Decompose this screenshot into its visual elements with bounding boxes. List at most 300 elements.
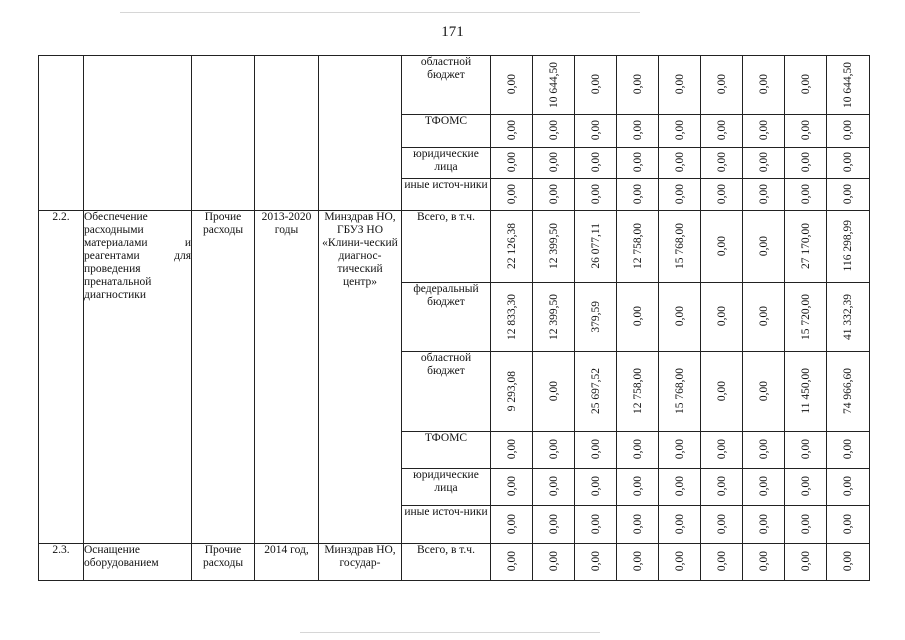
amount-value: 0,00 (673, 152, 686, 173)
amount-wrapper (659, 148, 700, 177)
amount-cell (827, 506, 870, 544)
amount-wrapper (743, 469, 784, 504)
amount-value: 9 293,08 (505, 370, 518, 412)
amount-value: 0,00 (842, 439, 854, 460)
amount-wrapper (617, 283, 658, 350)
amount-wrapper (827, 56, 869, 113)
amount-cell (617, 56, 659, 115)
amount-value: 0,00 (505, 439, 518, 460)
amount-value: 0,00 (757, 439, 770, 460)
funding-source: областной бюджет (402, 56, 491, 115)
amount-cell (533, 56, 575, 115)
amount-cell (617, 115, 659, 148)
amount-cell (617, 179, 659, 211)
amount-wrapper (785, 179, 826, 209)
amount-wrapper (785, 211, 826, 281)
amount-cell (659, 115, 701, 148)
amount-cell (743, 506, 785, 544)
amount-value: 0,00 (757, 74, 770, 95)
measure-name: Обеспечение расходными материалами и реагентами для проведения пренатальной диагностики (84, 211, 192, 544)
amount-wrapper (827, 283, 869, 350)
amount-wrapper (575, 544, 616, 579)
amount-cell (827, 148, 870, 179)
amount-value: 41 332,39 (842, 293, 854, 340)
table-row (39, 211, 870, 283)
amount-cell (617, 432, 659, 469)
amount-wrapper (701, 506, 742, 542)
amount-wrapper (743, 115, 784, 146)
amount-wrapper (743, 544, 784, 579)
amount-value: 26 077,11 (589, 223, 602, 269)
amount-cell (575, 283, 617, 352)
amount-wrapper (575, 148, 616, 177)
amount-wrapper (701, 283, 742, 350)
amount-cell (533, 211, 575, 283)
amount-cell (575, 352, 617, 432)
amount-cell (743, 115, 785, 148)
amount-value: 0,00 (715, 183, 728, 205)
amount-cell (827, 179, 870, 211)
amount-value: 12 399,50 (547, 293, 560, 340)
amount-value: 0,00 (589, 120, 602, 141)
amount-cell (617, 283, 659, 352)
amount-wrapper (743, 506, 784, 542)
amount-wrapper (785, 506, 826, 542)
amount-cell (617, 506, 659, 544)
amount-cell (617, 469, 659, 506)
amount-cell (785, 283, 827, 352)
amount-value: 22 126,38 (505, 223, 518, 269)
amount-value: 0,00 (505, 183, 518, 205)
amount-cell (701, 469, 743, 506)
amount-wrapper (659, 115, 700, 146)
amount-value: 0,00 (757, 476, 770, 497)
amount-wrapper (659, 544, 700, 579)
amount-cell (575, 56, 617, 115)
amount-wrapper (575, 179, 616, 209)
amount-wrapper (659, 56, 700, 113)
amount-value: 0,00 (757, 120, 770, 141)
amount-wrapper (533, 283, 574, 350)
amount-wrapper (659, 352, 700, 430)
amount-cell (785, 56, 827, 115)
amount-wrapper (533, 544, 574, 579)
amount-cell (491, 544, 533, 581)
amount-value: 0,00 (547, 551, 560, 572)
amount-cell (743, 56, 785, 115)
amount-wrapper (617, 211, 658, 281)
amount-wrapper (575, 432, 616, 467)
amount-wrapper (659, 211, 700, 281)
amount-value: 0,00 (589, 476, 602, 497)
amount-value: 0,00 (673, 551, 686, 572)
amount-wrapper (617, 115, 658, 146)
funding-source: федеральный бюджет (402, 283, 491, 352)
amount-cell (491, 148, 533, 179)
amount-value: 0,00 (757, 152, 770, 173)
amount-value: 0,00 (505, 513, 518, 535)
responsible-executor (319, 56, 402, 211)
amount-wrapper (743, 179, 784, 209)
amount-wrapper (785, 432, 826, 467)
amount-value: 0,00 (842, 513, 854, 535)
amount-cell (659, 506, 701, 544)
amount-wrapper (491, 115, 532, 146)
amount-cell (701, 432, 743, 469)
amount-wrapper (827, 179, 869, 209)
amount-cell (659, 56, 701, 115)
item-number: 2.2. (39, 211, 84, 544)
amount-value: 12 833,30 (505, 293, 518, 340)
amount-cell (575, 179, 617, 211)
amount-wrapper (617, 56, 658, 113)
expense-type (192, 56, 255, 211)
amount-wrapper (491, 211, 532, 281)
amount-value: 0,00 (715, 439, 728, 460)
amount-wrapper (827, 211, 869, 281)
amount-wrapper (701, 432, 742, 467)
amount-value: 0,00 (673, 74, 686, 95)
amount-value: 15 720,00 (799, 293, 812, 340)
amount-wrapper (575, 506, 616, 542)
amount-value: 0,00 (673, 183, 686, 205)
scan-artifact-line (120, 12, 640, 13)
amount-value: 0,00 (505, 152, 518, 173)
funding-source: юридические лица (402, 469, 491, 506)
amount-wrapper (827, 148, 869, 177)
expense-type: Прочие расходы (192, 544, 255, 581)
amount-wrapper (533, 148, 574, 177)
item-number: 2.3. (39, 544, 84, 581)
amount-value: 0,00 (589, 551, 602, 572)
amount-cell (701, 148, 743, 179)
amount-wrapper (491, 56, 532, 113)
amount-cell (533, 148, 575, 179)
funding-source: Всего, в т.ч. (402, 544, 491, 581)
amount-cell (743, 544, 785, 581)
amount-value: 0,00 (547, 152, 560, 173)
amount-cell (575, 544, 617, 581)
funding-source: областной бюджет (402, 352, 491, 432)
amount-value: 0,00 (842, 551, 854, 572)
amount-cell (827, 544, 870, 581)
amount-value: 0,00 (631, 306, 644, 327)
amount-wrapper (785, 56, 826, 113)
funding-source: юридические лица (402, 148, 491, 179)
amount-value: 0,00 (589, 183, 602, 205)
amount-wrapper (785, 544, 826, 579)
amount-cell (785, 115, 827, 148)
amount-value: 0,00 (505, 551, 518, 572)
amount-cell (827, 432, 870, 469)
amount-cell (659, 352, 701, 432)
amount-value: 0,00 (799, 152, 812, 173)
amount-cell (533, 469, 575, 506)
amount-value: 0,00 (673, 439, 686, 460)
amount-value: 0,00 (589, 152, 602, 173)
amount-wrapper (617, 179, 658, 209)
amount-cell (701, 115, 743, 148)
amount-wrapper (575, 115, 616, 146)
amount-value: 0,00 (842, 152, 854, 173)
amount-cell (743, 148, 785, 179)
amount-value: 0,00 (715, 74, 728, 95)
amount-value: 0,00 (757, 183, 770, 205)
amount-value: 12 399,50 (547, 223, 560, 269)
amount-cell (827, 352, 870, 432)
amount-wrapper (617, 469, 658, 504)
amount-value: 116 298,99 (842, 220, 854, 272)
amount-cell (827, 56, 870, 115)
amount-value: 0,00 (673, 476, 686, 497)
amount-wrapper (491, 432, 532, 467)
amount-value: 10 644,50 (842, 61, 854, 108)
amount-wrapper (575, 56, 616, 113)
amount-wrapper (701, 56, 742, 113)
amount-cell (827, 211, 870, 283)
amount-cell (533, 506, 575, 544)
amount-cell (827, 469, 870, 506)
amount-cell (743, 469, 785, 506)
amount-cell (785, 506, 827, 544)
amount-wrapper (533, 506, 574, 542)
amount-cell (491, 283, 533, 352)
amount-wrapper (533, 115, 574, 146)
amount-wrapper (491, 544, 532, 579)
amount-value: 0,00 (673, 120, 686, 141)
amount-cell (575, 115, 617, 148)
amount-wrapper (701, 115, 742, 146)
amount-value: 0,00 (757, 551, 770, 572)
amount-wrapper (617, 148, 658, 177)
amount-value: 0,00 (842, 120, 854, 141)
amount-value: 12 758,00 (631, 368, 644, 414)
amount-cell (827, 115, 870, 148)
amount-cell (701, 56, 743, 115)
amount-value: 0,00 (757, 380, 770, 402)
amount-cell (617, 352, 659, 432)
amount-cell (533, 179, 575, 211)
amount-cell (701, 179, 743, 211)
amount-cell (491, 432, 533, 469)
amount-wrapper (827, 352, 869, 430)
amount-value: 25 697,52 (589, 368, 602, 414)
amount-wrapper (491, 283, 532, 350)
amount-value: 0,00 (715, 306, 728, 327)
amount-wrapper (491, 148, 532, 177)
responsible-executor: Минздрав НО, государ- (319, 544, 402, 581)
amount-cell (491, 352, 533, 432)
amount-cell (491, 179, 533, 211)
amount-value: 0,00 (505, 120, 518, 141)
amount-wrapper (533, 352, 574, 430)
amount-value: 0,00 (505, 476, 518, 497)
amount-value: 0,00 (757, 306, 770, 327)
amount-wrapper (575, 211, 616, 281)
amount-value: 74 966,60 (842, 368, 854, 414)
amount-value: 11 450,00 (799, 368, 812, 414)
amount-cell (491, 56, 533, 115)
amount-wrapper (701, 544, 742, 579)
amount-cell (701, 544, 743, 581)
amount-wrapper (617, 432, 658, 467)
amount-cell (743, 352, 785, 432)
amount-wrapper (827, 506, 869, 542)
amount-cell (743, 211, 785, 283)
amount-value: 0,00 (842, 476, 854, 497)
amount-cell (827, 283, 870, 352)
amount-wrapper (701, 211, 742, 281)
amount-cell (743, 179, 785, 211)
amount-wrapper (827, 469, 869, 504)
amount-value: 0,00 (589, 74, 602, 95)
amount-cell (785, 148, 827, 179)
amount-wrapper (575, 283, 616, 350)
amount-cell (701, 211, 743, 283)
amount-cell (743, 432, 785, 469)
amount-value: 0,00 (547, 120, 560, 141)
measure-name (84, 56, 192, 211)
amount-value: 379,59 (589, 300, 602, 333)
amount-cell (701, 283, 743, 352)
implementation-period: 2013-2020 годы (255, 211, 319, 544)
item-number (39, 56, 84, 211)
amount-wrapper (491, 352, 532, 430)
amount-value: 0,00 (631, 551, 644, 572)
amount-wrapper (743, 352, 784, 430)
amount-wrapper (659, 506, 700, 542)
amount-value: 0,00 (547, 476, 560, 497)
funding-source: иные источ-ники (402, 179, 491, 211)
amount-wrapper (617, 352, 658, 430)
amount-wrapper (701, 179, 742, 209)
amount-cell (743, 283, 785, 352)
scan-artifact-line (300, 632, 600, 633)
amount-cell (491, 506, 533, 544)
amount-wrapper (491, 506, 532, 542)
amount-wrapper (701, 148, 742, 177)
amount-value: 27 170,00 (799, 223, 812, 269)
amount-cell (659, 179, 701, 211)
amount-cell (533, 283, 575, 352)
amount-wrapper (659, 469, 700, 504)
amount-wrapper (617, 506, 658, 542)
amount-cell (659, 544, 701, 581)
amount-cell (575, 148, 617, 179)
amount-wrapper (743, 148, 784, 177)
amount-wrapper (575, 352, 616, 430)
expense-type: Прочие расходы (192, 211, 255, 544)
budget-table (38, 55, 870, 581)
amount-wrapper (533, 432, 574, 467)
amount-cell (659, 432, 701, 469)
amount-value: 0,00 (631, 513, 644, 535)
amount-wrapper (743, 432, 784, 467)
amount-cell (785, 469, 827, 506)
amount-wrapper (659, 432, 700, 467)
amount-value: 0,00 (715, 235, 728, 257)
amount-value: 15 768,00 (673, 368, 686, 414)
amount-wrapper (701, 469, 742, 504)
amount-wrapper (743, 211, 784, 281)
amount-wrapper (743, 283, 784, 350)
amount-wrapper (575, 469, 616, 504)
amount-cell (491, 115, 533, 148)
amount-cell (533, 432, 575, 469)
amount-cell (575, 469, 617, 506)
amount-wrapper (701, 352, 742, 430)
amount-value: 0,00 (631, 476, 644, 497)
amount-value: 0,00 (715, 551, 728, 572)
amount-value: 0,00 (715, 120, 728, 141)
amount-value: 0,00 (631, 183, 644, 205)
amount-cell (491, 211, 533, 283)
amount-value: 0,00 (799, 513, 812, 535)
amount-value: 0,00 (589, 439, 602, 460)
amount-value: 0,00 (589, 513, 602, 535)
amount-wrapper (491, 179, 532, 209)
amount-wrapper (533, 56, 574, 113)
amount-cell (659, 469, 701, 506)
amount-cell (575, 211, 617, 283)
amount-value: 0,00 (757, 513, 770, 535)
amount-cell (659, 148, 701, 179)
amount-wrapper (827, 544, 869, 579)
amount-value: 15 768,00 (673, 223, 686, 269)
amount-cell (785, 179, 827, 211)
amount-wrapper (533, 211, 574, 281)
amount-cell (617, 148, 659, 179)
amount-value: 0,00 (547, 183, 560, 205)
funding-source: Всего, в т.ч. (402, 211, 491, 283)
amount-cell (785, 544, 827, 581)
implementation-period (255, 56, 319, 211)
amount-value: 0,00 (799, 476, 812, 497)
amount-value: 0,00 (715, 513, 728, 535)
amount-value: 0,00 (631, 152, 644, 173)
amount-cell (785, 432, 827, 469)
amount-wrapper (659, 283, 700, 350)
responsible-executor: Минздрав НО, ГБУЗ НО «Клини-ческий диагнос-тический центр» (319, 211, 402, 544)
amount-cell (533, 352, 575, 432)
amount-cell (491, 469, 533, 506)
amount-cell (575, 432, 617, 469)
amount-value: 0,00 (715, 476, 728, 497)
amount-wrapper (491, 469, 532, 504)
amount-value: 0,00 (799, 183, 812, 205)
amount-value: 0,00 (673, 513, 686, 535)
amount-value: 0,00 (799, 439, 812, 460)
amount-wrapper (533, 179, 574, 209)
amount-value: 0,00 (799, 74, 812, 95)
amount-value: 0,00 (547, 513, 560, 535)
amount-wrapper (785, 469, 826, 504)
amount-value: 0,00 (715, 152, 728, 173)
amount-cell (617, 211, 659, 283)
amount-cell (533, 544, 575, 581)
table-row (39, 544, 870, 581)
amount-value: 0,00 (673, 306, 686, 327)
amount-value: 10 644,50 (547, 61, 560, 108)
amount-wrapper (827, 115, 869, 146)
amount-wrapper (827, 432, 869, 467)
amount-wrapper (743, 56, 784, 113)
amount-wrapper (533, 469, 574, 504)
amount-cell (617, 544, 659, 581)
amount-cell (575, 506, 617, 544)
amount-value: 0,00 (631, 439, 644, 460)
amount-cell (701, 352, 743, 432)
